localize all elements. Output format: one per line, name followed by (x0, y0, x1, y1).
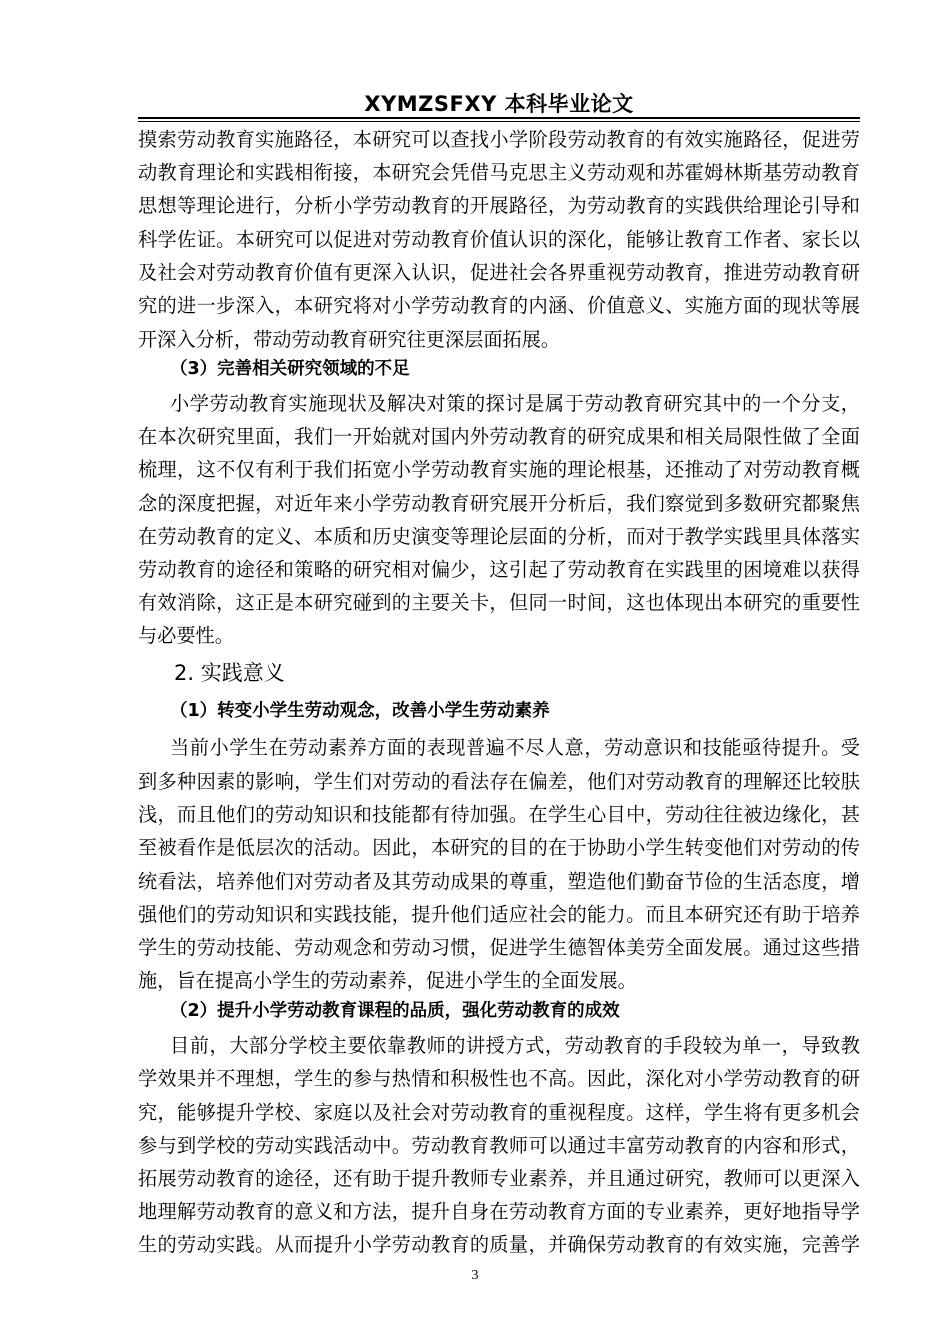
body-line: 究的进一步深入，本研究将对小学劳动教育的内涵、价值意义、实施方面的现状等展 (138, 294, 860, 317)
section-heading: （3）完善相关研究领域的不足 (170, 359, 410, 379)
body-line: 及社会对劳动教育价值有更深入认识，促进社会各界重视劳动教育，推进劳动教育研 (138, 261, 860, 284)
body-line: 念的深度把握，对近年来小学劳动教育研究展开分析后，我们察觉到多数研究都聚焦 (138, 492, 860, 515)
body-line: 统看法，培养他们对劳动者及其劳动成果的尊重，塑造他们勤奋节俭的生活态度，增 (138, 870, 860, 893)
section-heading-2: 2. 实践意义 (174, 661, 285, 685)
body-line: 在劳动教育的定义、本质和历史演变等理论层面的分析，而对于教学实践里具体落实 (138, 525, 860, 548)
body-line: 在本次研究里面，我们一开始就对国内外劳动教育的研究成果和相关局限性做了全面 (138, 425, 860, 448)
body-line: 与必要性。 (138, 624, 234, 647)
body-line: 有效消除，这正是本研究碰到的主要关卡，但同一时间，这也体现出本研究的重要性 (138, 591, 860, 614)
section-heading: （1）转变小学生劳动观念，改善小学生劳动素养 (170, 701, 550, 721)
body-line: 科学佐证。本研究可以促进对劳动教育价值认识的深化，能够让教育工作者、家长以 (138, 228, 860, 251)
body-line: 学生的劳动技能、劳动观念和劳动习惯，促进学生德智体美劳全面发展。通过这些措 (138, 936, 860, 959)
body-line: 参与到学校的劳动实践活动中。劳动教育教师可以通过丰富劳动教育的内容和形式， (138, 1134, 860, 1157)
body-line: 动教育理论和实践相衔接，本研究会凭借马克思主义劳动观和苏霍姆林斯基劳动教育 (138, 161, 860, 184)
body-line: 开深入分析，带动劳动教育研究往更深层面拓展。 (138, 328, 561, 351)
body-line: 当前小学生在劳动素养方面的表现普遍不尽人意，劳动意识和技能亟待提升。受 (170, 736, 860, 759)
body-line: 究，能够提升学校、家庭以及社会对劳动教育的重视程度。这样，学生将有更多机会 (138, 1101, 860, 1124)
body-line: 生的劳动实践。从而提升小学劳动教育的质量，并确保劳动教育的有效实施，完善学 (138, 1233, 860, 1256)
body-line: 梳理，这不仅有利于我们拓宽小学劳动教育实施的理论根基，还推动了对劳动教育概 (138, 458, 860, 481)
header-rule (138, 117, 860, 119)
running-header: XYMZSFXY 本科毕业论文 (364, 92, 634, 116)
section-heading: （2）提升小学劳动教育课程的品质，强化劳动教育的成效 (170, 1001, 620, 1021)
body-line: 学效果并不理想，学生的参与热情和积极性也不高。因此，深化对小学劳动教育的研 (138, 1067, 860, 1090)
body-line: 拓展劳动教育的途径，还有助于提升教师专业素养，并且通过研究，教师可以更深入 (138, 1167, 860, 1190)
body-line: 地理解劳动教育的意义和方法，提升自身在劳动教育方面的专业素养，更好地指导学 (138, 1200, 860, 1223)
body-line: 目前，大部分学校主要依靠教师的讲授方式，劳动教育的手段较为单一，导致教 (170, 1034, 860, 1057)
body-line: 小学劳动教育实施现状及解决对策的探讨是属于劳动教育研究其中的一个分支， (170, 392, 860, 415)
body-line: 强他们的劳动知识和实践技能，提升他们适应社会的能力。而且本研究还有助于培养 (138, 903, 860, 926)
page-number: 3 (471, 1268, 479, 1283)
body-line: 施，旨在提高小学生的劳动素养，促进小学生的全面发展。 (138, 969, 637, 992)
body-line: 思想等理论进行，分析小学劳动教育的开展路径，为劳动教育的实践供给理论引导和 (138, 194, 860, 217)
body-line: 浅，而且他们的劳动知识和技能都有待加强。在学生心目中，劳动往往被边缘化，甚 (138, 803, 860, 826)
header-rule-thin (138, 121, 860, 122)
body-line: 到多种因素的影响，学生们对劳动的看法存在偏差，他们对劳动教育的理解还比较肤 (138, 770, 860, 793)
body-line: 摸索劳动教育实施路径，本研究可以查找小学阶段劳动教育的有效实施路径，促进劳 (138, 128, 860, 151)
body-line: 至被看作是低层次的活动。因此，本研究的目的在于协助小学生转变他们对劳动的传 (138, 836, 860, 859)
body-line: 劳动教育的途径和策略的研究相对偏少，这引起了劳动教育在实践里的困境难以获得 (138, 558, 860, 581)
